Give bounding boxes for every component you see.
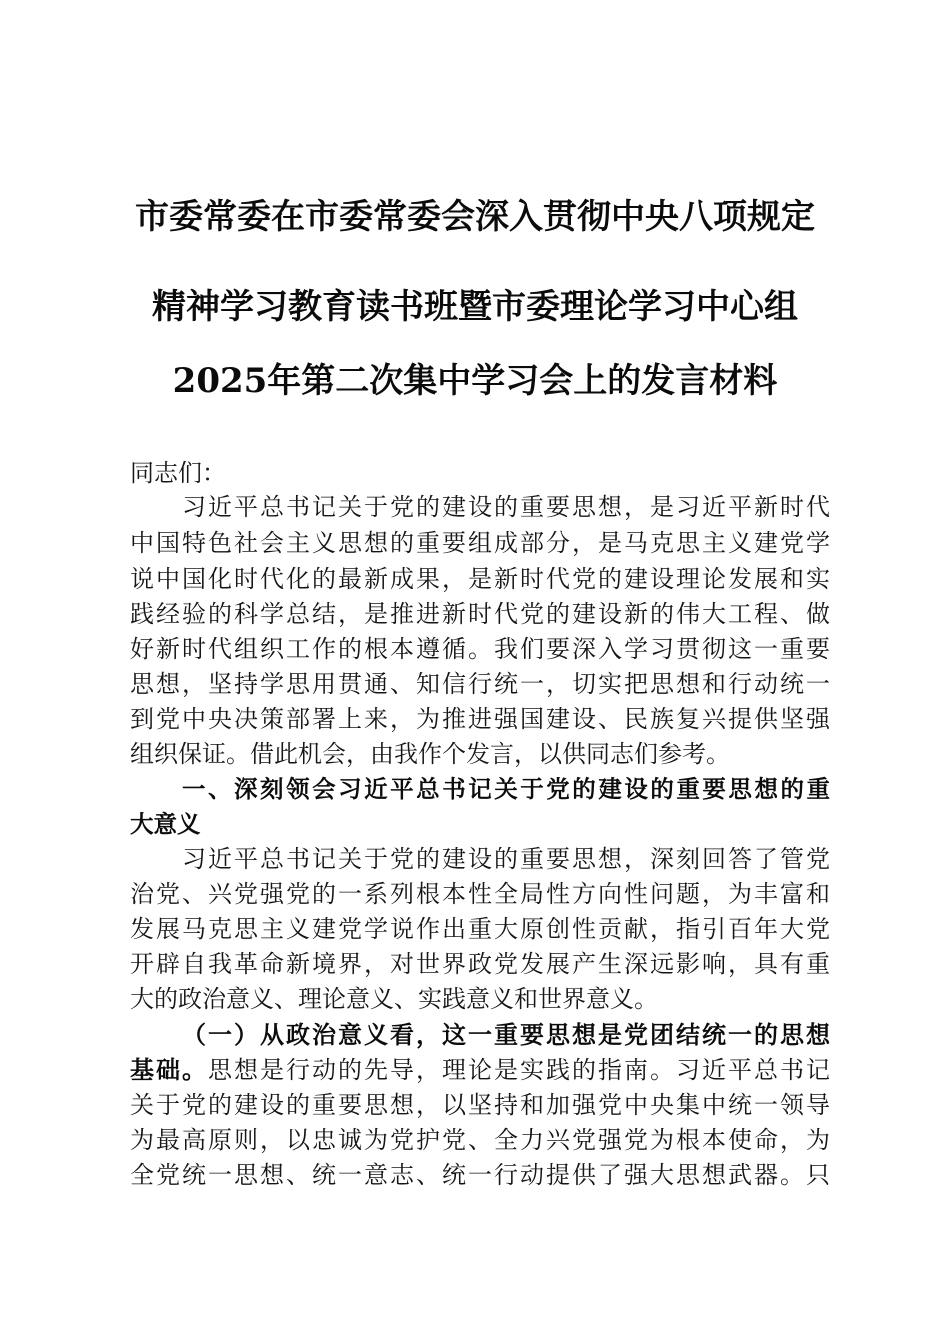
- paragraph-line: [130, 1053, 830, 1087]
- paragraph-line: 到党中央决策部署上来，为推进强国建设、民族复兴提供坚强: [130, 705, 830, 733]
- title-line-2: 精神学习教育读书班暨市委理论学习中心组: [152, 287, 798, 327]
- paragraph-line: 践经验的科学总结，是推进新时代党的建设新的伟大工程、做: [130, 600, 830, 628]
- subsection-heading: （一）从政治意义看，这一重要思想是党团结统一的思想: [182, 1020, 830, 1049]
- paragraph-line: 组织保证。借此机会，由我作个发言，以供同志们参考。: [130, 740, 730, 768]
- section-heading: 一、深刻领会习近平总书记关于党的建设的重要思想的重: [182, 775, 830, 803]
- paragraph-line: 大的政治意义、理论意义、实践意义和世界意义。: [130, 985, 658, 1013]
- paragraph-line: 全党统一思想、统一意志、统一行动提供了强大思想武器。只: [130, 1161, 830, 1189]
- paragraph-line: 治党、兴党强党的一系列根本性全局性方向性问题，为丰富和: [130, 880, 830, 908]
- subsection-heading-end: 基础。: [130, 1055, 208, 1084]
- title-line-1: 市委常委在市委常委会深入贯彻中央八项规定: [135, 197, 815, 237]
- paragraph-line: 中国特色社会主义思想的重要组成部分，是马克思主义建党学: [130, 529, 830, 557]
- paragraph-line-rest: 思想是行动的先导，理论是实践的指南。习近平总书记: [208, 1056, 830, 1084]
- title-line-3: 2025年第二次集中学习会上的发言材料: [172, 361, 778, 401]
- paragraph-line: 好新时代组织工作的根本遵循。我们要深入学习贯彻这一重要: [130, 635, 830, 663]
- paragraph-line: 习近平总书记关于党的建设的重要思想，是习近平新时代: [182, 493, 830, 521]
- paragraph-line: 发展马克思主义建党学说作出重大原创性贡献，指引百年大党: [130, 915, 830, 943]
- paragraph-line: 开辟自我革命新境界，对世界政党发展产生深远影响，具有重: [130, 950, 830, 978]
- paragraph-line: 说中国化时代化的最新成果，是新时代党的建设理论发展和实: [130, 565, 830, 593]
- paragraph-line: 习近平总书记关于党的建设的重要思想，深刻回答了管党: [182, 845, 830, 873]
- section-heading: 大意义: [130, 810, 201, 838]
- salutation: 同志们：: [130, 459, 226, 487]
- paragraph-line: 为最高原则，以忠诚为党护党、全力兴党强党为根本使命，为: [130, 1126, 830, 1154]
- paragraph-line: 思想，坚持学思用贯通、知信行统一，切实把思想和行动统一: [130, 670, 830, 698]
- paragraph-line: 关于党的建设的重要思想，以坚持和加强党中央集中统一领导: [130, 1091, 830, 1119]
